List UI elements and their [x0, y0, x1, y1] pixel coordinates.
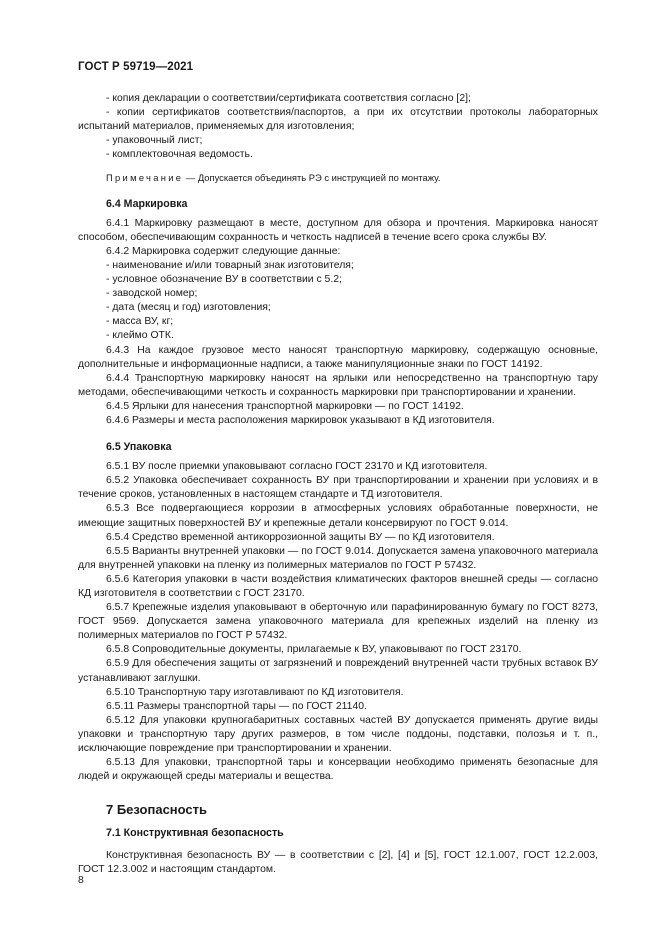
paragraph: 6.5.4 Средство временной антикоррозионной защиты ВУ — по КД изготовителя. [106, 531, 495, 543]
list-item: - клеймо ОТК. [106, 330, 174, 342]
document-code: ГОСТ Р 59719—2021 [78, 61, 194, 73]
document-body [78, 92, 598, 877]
list-item: - условное обозначение ВУ в соответствии с 5.2; [106, 274, 342, 286]
section-heading: 6.5 Упаковка [106, 441, 172, 454]
paragraph: 6.5.1 ВУ после приемки упаковывают согласно ГОСТ 23170 и КД изготовителя. [106, 461, 488, 473]
paragraph: 6.4.6 Размеры и места расположения маркировок указывают в КД изготовителя. [106, 414, 495, 426]
paragraph: 6.5.11 Размеры транспортной тары — по ГОСТ 21140. [106, 700, 367, 712]
paragraph: 6.5.7 Крепежные изделия упаковывают в оберточную или парафинированную бумагу по ГОСТ 8273, ГОСТ 9569. Допускается замена упаковочного материала для крепежных изделий на пленку из полимерных материалов по ГОСТ Р 57432. [78, 602, 598, 642]
list-item: - копия декларации о соответствии/сертификата соответствия согласно [2]; [106, 93, 471, 104]
list-item: - дата (месяц и год) изготовления; [106, 302, 271, 314]
paragraph: Конструктивная безопасность ВУ — в соответствии с [2], [4] и [5], ГОСТ 12.1.007, ГОСТ 12.2.003, ГОСТ 12.3.002 и настоящим стандартом. [78, 849, 598, 875]
paragraph: 6.5.12 Для упаковки крупногабаритных составных частей ВУ допускается применять другие виды упаковки и транспортную тару других размеров, в том числе поддоны, подставки, полозья и т. п., исключающие повреждение при транспортировании и хранении. [78, 714, 598, 755]
list-item: - комплектовочная ведомость. [106, 149, 253, 161]
paragraph: 6.5.2 Упаковка обеспечивает сохранность ВУ при транспортировании и хранении при условиях и в течение сроков, установленных в настоящем стандарте и ТД изготовителя. [78, 475, 598, 501]
list-item: - заводской номер; [106, 288, 198, 300]
paragraph: 6.5.9 Для обеспечения защиты от загрязнений и повреждений внутренней части трубных вставок ВУ устанавливают заглушки. [78, 658, 598, 684]
note-text: — Допускается объединять РЭ с инструкцией по монтажу. [183, 172, 441, 184]
section-heading: 6.4 Маркировка [106, 197, 188, 210]
paragraph: 6.4.4 Транспортную маркировку наносят на ярлыки или непосредственно на транспортную тару методами, обеспечивающими четкость и сохранность маркировки при транспортировании и хранении. [78, 372, 598, 398]
subsection-heading: 7.1 Конструктивная безопасность [106, 827, 284, 840]
paragraph: 6.4.5 Ярлыки для нанесения транспортной маркировки — по ГОСТ 14192. [106, 400, 464, 412]
list-item: - масса ВУ, кг; [106, 316, 174, 328]
list-item: - наименование и/или товарный знак изготовителя; [106, 259, 354, 271]
paragraph: 6.4.2 Маркировка содержит следующие данные: [106, 245, 341, 257]
paragraph: 6.5.13 Для упаковки, транспортной тары и консервации необходимо применять безопасные для людей и окружающей среды материалы и вещества. [78, 757, 598, 783]
page-number: 8 [78, 875, 84, 886]
note-label: Примечание [106, 172, 184, 184]
paragraph: 6.5.5 Варианты внутренней упаковки — по ГОСТ 9.014. Допускается замена упаковочного материала для внутренней упаковки на пленку из полимерных материалов по ГОСТ Р 57432. [78, 545, 598, 571]
paragraph: 6.5.10 Транспортную тару изготавливают по КД изготовителя. [106, 686, 404, 698]
note [78, 171, 598, 185]
paragraph: 6.5.6 Категория упаковки в части воздействия климатических факторов внешней среды — согласно КД изготовителя в соответствии с ГОСТ 23170. [78, 573, 598, 599]
paragraph: 6.5.8 Сопроводительные документы, прилагаемые к ВУ, упаковывают по ГОСТ 23170. [106, 644, 522, 656]
list-item: - упаковочный лист; [106, 135, 203, 147]
paragraph: 6.5.3 Все подвергающиеся коррозии в атмосферных условиях обработанные поверхности, не имеющие защитных поверхностей ВУ и крепежные детали консервируют по ГОСТ 9.014. [78, 503, 598, 529]
list-item: - копии сертификатов соответствия/паспортов, а при их отсутствии протоколы лабораторных испытаний материалов, применяемых для изготовления; [78, 107, 598, 133]
chapter-heading: 7 Безопасность [106, 802, 208, 818]
paragraph: 6.4.3 На каждое грузовое место наносят транспортную маркировку, содержащую основные, дополнительные и информационные надписи, а также манипуляционные знаки по ГОСТ 14192. [78, 344, 598, 370]
paragraph: 6.4.1 Маркировку размещают в месте, доступном для обзора и прочтения. Маркировка наносят способом, обеспечивающим сохранность и четкость надписей в течение всего срока службы ВУ. [78, 217, 598, 243]
